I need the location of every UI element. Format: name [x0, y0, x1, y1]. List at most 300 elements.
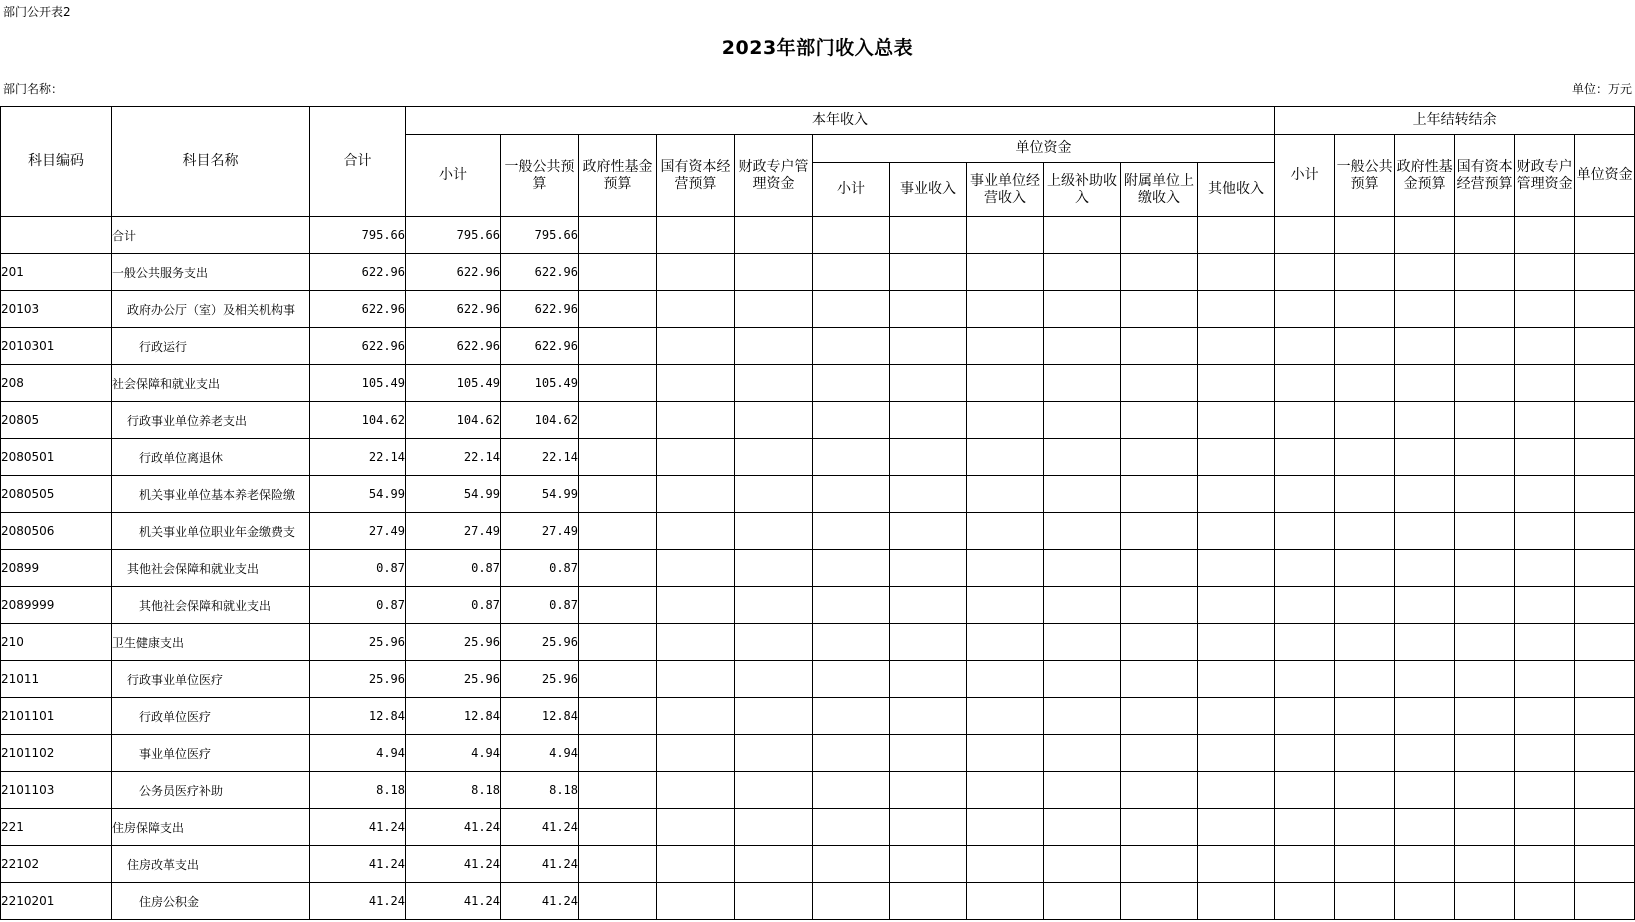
cell-code: 2101103: [1, 772, 112, 809]
empty-cell: [579, 291, 657, 328]
empty-cell: [735, 291, 813, 328]
cell-code: 20805: [1, 402, 112, 439]
empty-cell: [657, 328, 735, 365]
empty-cell: [967, 217, 1044, 254]
empty-cell: [1044, 698, 1121, 735]
cell-code: 21011: [1, 661, 112, 698]
empty-cell: [1515, 809, 1575, 846]
income-summary-table: [0, 106, 1635, 920]
cell-name: 公务员医疗补助: [112, 772, 310, 809]
empty-cell: [1044, 846, 1121, 883]
table-row: [1, 476, 1635, 513]
empty-cell: [1395, 217, 1455, 254]
cell-code: 201: [1, 254, 112, 291]
cell-name: 社会保障和就业支出: [112, 365, 310, 402]
header-uf-subtotal: 小计: [813, 163, 890, 217]
table-row: [1, 328, 1635, 365]
cell-cy-general: 0.87: [501, 587, 579, 624]
empty-cell: [1198, 735, 1275, 772]
empty-cell: [1121, 550, 1198, 587]
empty-cell: [1121, 365, 1198, 402]
empty-cell: [1395, 550, 1455, 587]
empty-cell: [1395, 846, 1455, 883]
empty-cell: [1395, 587, 1455, 624]
header-py-state-capital: 国有资本经营预算: [1455, 135, 1515, 217]
empty-cell: [967, 365, 1044, 402]
cell-name: 一般公共服务支出: [112, 254, 310, 291]
header-uf-other: 其他收入: [1198, 163, 1275, 217]
empty-cell: [1198, 772, 1275, 809]
header-cy-gov-fund: 政府性基金预算: [579, 135, 657, 217]
empty-cell: [1395, 402, 1455, 439]
cell-name: 机关事业单位基本养老保险缴: [112, 476, 310, 513]
empty-cell: [1335, 698, 1395, 735]
empty-cell: [1395, 661, 1455, 698]
cell-name: 其他社会保障和就业支出: [112, 587, 310, 624]
empty-cell: [1335, 439, 1395, 476]
department-name-label: 部门名称：: [3, 82, 64, 96]
empty-cell: [1275, 809, 1335, 846]
empty-cell: [1121, 698, 1198, 735]
empty-cell: [735, 809, 813, 846]
empty-cell: [1275, 772, 1335, 809]
cell-cy-general: 622.96: [501, 254, 579, 291]
empty-cell: [1121, 809, 1198, 846]
empty-cell: [1515, 476, 1575, 513]
cell-cy-subtotal: 622.96: [406, 291, 501, 328]
empty-cell: [813, 772, 890, 809]
empty-cell: [890, 772, 967, 809]
empty-cell: [967, 513, 1044, 550]
cell-cy-general: 105.49: [501, 365, 579, 402]
empty-cell: [1275, 365, 1335, 402]
empty-cell: [1044, 883, 1121, 920]
empty-cell: [735, 883, 813, 920]
empty-cell: [813, 476, 890, 513]
empty-cell: [890, 735, 967, 772]
empty-cell: [890, 476, 967, 513]
empty-cell: [735, 661, 813, 698]
empty-cell: [890, 217, 967, 254]
empty-cell: [1275, 883, 1335, 920]
header-py-unit: 单位资金: [1575, 135, 1635, 217]
empty-cell: [1455, 883, 1515, 920]
empty-cell: [1121, 661, 1198, 698]
empty-cell: [735, 217, 813, 254]
cell-total: 12.84: [310, 698, 406, 735]
header-name: 科目名称: [112, 107, 310, 217]
cell-code: 20103: [1, 291, 112, 328]
empty-cell: [813, 254, 890, 291]
cell-name: 住房保障支出: [112, 809, 310, 846]
cell-name: 住房公积金: [112, 883, 310, 920]
empty-cell: [1575, 439, 1635, 476]
table-row: [1, 883, 1635, 920]
empty-cell: [967, 476, 1044, 513]
empty-cell: [967, 254, 1044, 291]
empty-cell: [890, 661, 967, 698]
empty-cell: [1455, 661, 1515, 698]
empty-cell: [1335, 550, 1395, 587]
empty-cell: [657, 476, 735, 513]
empty-cell: [1455, 328, 1515, 365]
empty-cell: [1121, 587, 1198, 624]
empty-cell: [1395, 254, 1455, 291]
header-uf-superior: 上级补助收入: [1044, 163, 1121, 217]
empty-cell: [579, 254, 657, 291]
empty-cell: [813, 291, 890, 328]
cell-code: 210: [1, 624, 112, 661]
empty-cell: [657, 402, 735, 439]
cell-total: 41.24: [310, 809, 406, 846]
empty-cell: [657, 217, 735, 254]
empty-cell: [813, 624, 890, 661]
cell-total: 41.24: [310, 846, 406, 883]
empty-cell: [735, 365, 813, 402]
empty-cell: [1515, 735, 1575, 772]
empty-cell: [967, 772, 1044, 809]
cell-name: 行政单位离退休: [112, 439, 310, 476]
empty-cell: [1198, 291, 1275, 328]
empty-cell: [579, 550, 657, 587]
empty-cell: [1198, 883, 1275, 920]
empty-cell: [967, 846, 1044, 883]
empty-cell: [1198, 550, 1275, 587]
empty-cell: [1575, 698, 1635, 735]
cell-name: 卫生健康支出: [112, 624, 310, 661]
empty-cell: [579, 476, 657, 513]
header-current-year: 本年收入: [406, 107, 1275, 135]
empty-cell: [1455, 217, 1515, 254]
empty-cell: [1395, 698, 1455, 735]
cell-code: 2010301: [1, 328, 112, 365]
empty-cell: [890, 328, 967, 365]
cell-total: 41.24: [310, 883, 406, 920]
table-row: [1, 291, 1635, 328]
empty-cell: [813, 513, 890, 550]
empty-cell: [967, 291, 1044, 328]
empty-cell: [1121, 439, 1198, 476]
empty-cell: [967, 809, 1044, 846]
empty-cell: [657, 883, 735, 920]
empty-cell: [1198, 476, 1275, 513]
empty-cell: [1044, 402, 1121, 439]
empty-cell: [735, 328, 813, 365]
header-cy-state-capital: 国有资本经营预算: [657, 135, 735, 217]
empty-cell: [579, 624, 657, 661]
empty-cell: [967, 698, 1044, 735]
empty-cell: [1395, 439, 1455, 476]
empty-cell: [1275, 735, 1335, 772]
empty-cell: [1335, 365, 1395, 402]
header-cy-general: 一般公共预算: [501, 135, 579, 217]
empty-cell: [1575, 846, 1635, 883]
cell-code: 221: [1, 809, 112, 846]
cell-total: 795.66: [310, 217, 406, 254]
cell-total: 0.87: [310, 550, 406, 587]
empty-cell: [967, 587, 1044, 624]
empty-cell: [1275, 661, 1335, 698]
empty-cell: [1335, 217, 1395, 254]
empty-cell: [1575, 550, 1635, 587]
empty-cell: [1395, 809, 1455, 846]
empty-cell: [1044, 735, 1121, 772]
empty-cell: [1198, 809, 1275, 846]
unit-label: 单位：万元: [1571, 82, 1632, 96]
empty-cell: [1575, 476, 1635, 513]
empty-cell: [1455, 846, 1515, 883]
cell-cy-general: 8.18: [501, 772, 579, 809]
empty-cell: [1395, 735, 1455, 772]
empty-cell: [1515, 254, 1575, 291]
cell-code: 2080505: [1, 476, 112, 513]
cell-name: 行政单位医疗: [112, 698, 310, 735]
empty-cell: [735, 624, 813, 661]
empty-cell: [1455, 291, 1515, 328]
empty-cell: [813, 846, 890, 883]
cell-total: 4.94: [310, 735, 406, 772]
cell-cy-general: 27.49: [501, 513, 579, 550]
empty-cell: [579, 735, 657, 772]
cell-cy-subtotal: 795.66: [406, 217, 501, 254]
empty-cell: [1515, 550, 1575, 587]
empty-cell: [579, 772, 657, 809]
empty-cell: [657, 254, 735, 291]
empty-cell: [657, 772, 735, 809]
empty-cell: [1455, 365, 1515, 402]
empty-cell: [579, 661, 657, 698]
header-py-general: 一般公共预算: [1335, 135, 1395, 217]
cell-cy-subtotal: 0.87: [406, 587, 501, 624]
empty-cell: [967, 883, 1044, 920]
empty-cell: [735, 254, 813, 291]
cell-cy-general: 4.94: [501, 735, 579, 772]
cell-code: 2080501: [1, 439, 112, 476]
empty-cell: [657, 809, 735, 846]
empty-cell: [1335, 809, 1395, 846]
empty-cell: [1198, 587, 1275, 624]
empty-cell: [813, 698, 890, 735]
table-row: [1, 439, 1635, 476]
empty-cell: [1575, 402, 1635, 439]
cell-total: 622.96: [310, 291, 406, 328]
empty-cell: [1275, 587, 1335, 624]
empty-cell: [1121, 772, 1198, 809]
cell-total: 27.49: [310, 513, 406, 550]
empty-cell: [813, 883, 890, 920]
header-cy-special: 财政专户管理资金: [735, 135, 813, 217]
empty-cell: [1275, 624, 1335, 661]
empty-cell: [657, 439, 735, 476]
empty-cell: [735, 476, 813, 513]
cell-cy-general: 41.24: [501, 809, 579, 846]
empty-cell: [1395, 328, 1455, 365]
empty-cell: [579, 883, 657, 920]
empty-cell: [1455, 809, 1515, 846]
cell-cy-subtotal: 25.96: [406, 624, 501, 661]
empty-cell: [1198, 698, 1275, 735]
empty-cell: [1395, 883, 1455, 920]
empty-cell: [657, 291, 735, 328]
cell-cy-general: 12.84: [501, 698, 579, 735]
empty-cell: [1455, 513, 1515, 550]
header-py-subtotal: 小计: [1275, 135, 1335, 217]
empty-cell: [1275, 513, 1335, 550]
cell-name: 行政事业单位养老支出: [112, 402, 310, 439]
empty-cell: [1335, 846, 1395, 883]
cell-total: 0.87: [310, 587, 406, 624]
empty-cell: [1044, 772, 1121, 809]
empty-cell: [657, 698, 735, 735]
cell-total: 8.18: [310, 772, 406, 809]
empty-cell: [1515, 291, 1575, 328]
empty-cell: [890, 883, 967, 920]
empty-cell: [1335, 513, 1395, 550]
cell-code: 2101102: [1, 735, 112, 772]
table-row: [1, 550, 1635, 587]
empty-cell: [1198, 365, 1275, 402]
empty-cell: [1515, 772, 1575, 809]
empty-cell: [1515, 587, 1575, 624]
empty-cell: [1121, 513, 1198, 550]
empty-cell: [657, 846, 735, 883]
empty-cell: [813, 661, 890, 698]
empty-cell: [813, 439, 890, 476]
empty-cell: [1198, 439, 1275, 476]
empty-cell: [1044, 217, 1121, 254]
cell-cy-general: 54.99: [501, 476, 579, 513]
empty-cell: [890, 254, 967, 291]
cell-total: 25.96: [310, 661, 406, 698]
empty-cell: [1515, 217, 1575, 254]
empty-cell: [657, 365, 735, 402]
cell-cy-subtotal: 4.94: [406, 735, 501, 772]
empty-cell: [1044, 476, 1121, 513]
cell-cy-general: 622.96: [501, 328, 579, 365]
empty-cell: [1335, 772, 1395, 809]
empty-cell: [1575, 883, 1635, 920]
empty-cell: [813, 402, 890, 439]
table-row: [1, 624, 1635, 661]
header-prior-year: 上年结转结余: [1275, 107, 1635, 135]
empty-cell: [657, 735, 735, 772]
empty-cell: [1575, 365, 1635, 402]
empty-cell: [1121, 254, 1198, 291]
cell-total: 22.14: [310, 439, 406, 476]
cell-code: 2210201: [1, 883, 112, 920]
empty-cell: [1044, 661, 1121, 698]
cell-cy-subtotal: 105.49: [406, 365, 501, 402]
cell-cy-subtotal: 12.84: [406, 698, 501, 735]
empty-cell: [1044, 365, 1121, 402]
cell-cy-subtotal: 41.24: [406, 883, 501, 920]
empty-cell: [1455, 624, 1515, 661]
table-row: [1, 402, 1635, 439]
empty-cell: [1395, 513, 1455, 550]
empty-cell: [657, 587, 735, 624]
empty-cell: [1198, 328, 1275, 365]
empty-cell: [1335, 587, 1395, 624]
empty-cell: [1044, 328, 1121, 365]
empty-cell: [967, 735, 1044, 772]
empty-cell: [735, 772, 813, 809]
empty-cell: [1395, 772, 1455, 809]
empty-cell: [657, 513, 735, 550]
cell-total: 622.96: [310, 328, 406, 365]
empty-cell: [1335, 883, 1395, 920]
table-row: [1, 217, 1635, 254]
cell-name: 事业单位医疗: [112, 735, 310, 772]
empty-cell: [890, 550, 967, 587]
cell-name: 其他社会保障和就业支出: [112, 550, 310, 587]
empty-cell: [1335, 476, 1395, 513]
header-uf-affiliate: 附属单位上缴收入: [1121, 163, 1198, 217]
empty-cell: [1455, 254, 1515, 291]
empty-cell: [1515, 328, 1575, 365]
empty-cell: [1575, 513, 1635, 550]
empty-cell: [1121, 328, 1198, 365]
empty-cell: [1515, 439, 1575, 476]
empty-cell: [1515, 846, 1575, 883]
header-unit-funds: 单位资金: [813, 135, 1275, 163]
cell-cy-subtotal: 0.87: [406, 550, 501, 587]
empty-cell: [1121, 476, 1198, 513]
cell-code: 2080506: [1, 513, 112, 550]
empty-cell: [735, 513, 813, 550]
empty-cell: [735, 846, 813, 883]
cell-cy-subtotal: 22.14: [406, 439, 501, 476]
header-total: 合计: [310, 107, 406, 217]
empty-cell: [1121, 402, 1198, 439]
empty-cell: [735, 439, 813, 476]
empty-cell: [1515, 698, 1575, 735]
empty-cell: [890, 291, 967, 328]
cell-cy-general: 622.96: [501, 291, 579, 328]
header-uf-operating: 事业单位经营收入: [967, 163, 1044, 217]
empty-cell: [1044, 513, 1121, 550]
empty-cell: [967, 550, 1044, 587]
empty-cell: [657, 624, 735, 661]
empty-cell: [1275, 217, 1335, 254]
empty-cell: [579, 698, 657, 735]
cell-cy-subtotal: 104.62: [406, 402, 501, 439]
table-row: [1, 365, 1635, 402]
cell-total: 105.49: [310, 365, 406, 402]
empty-cell: [1455, 735, 1515, 772]
cell-name: 行政运行: [112, 328, 310, 365]
empty-cell: [967, 624, 1044, 661]
empty-cell: [1044, 291, 1121, 328]
empty-cell: [1455, 476, 1515, 513]
cell-cy-general: 25.96: [501, 624, 579, 661]
empty-cell: [1575, 772, 1635, 809]
empty-cell: [1515, 624, 1575, 661]
empty-cell: [890, 513, 967, 550]
cell-cy-general: 41.24: [501, 846, 579, 883]
cell-cy-subtotal: 25.96: [406, 661, 501, 698]
empty-cell: [1121, 291, 1198, 328]
empty-cell: [1455, 772, 1515, 809]
empty-cell: [1198, 513, 1275, 550]
empty-cell: [735, 402, 813, 439]
table-row: [1, 735, 1635, 772]
cell-cy-subtotal: 622.96: [406, 328, 501, 365]
cell-cy-subtotal: 41.24: [406, 809, 501, 846]
empty-cell: [579, 439, 657, 476]
cell-cy-general: 0.87: [501, 550, 579, 587]
empty-cell: [1335, 661, 1395, 698]
table-row: [1, 661, 1635, 698]
